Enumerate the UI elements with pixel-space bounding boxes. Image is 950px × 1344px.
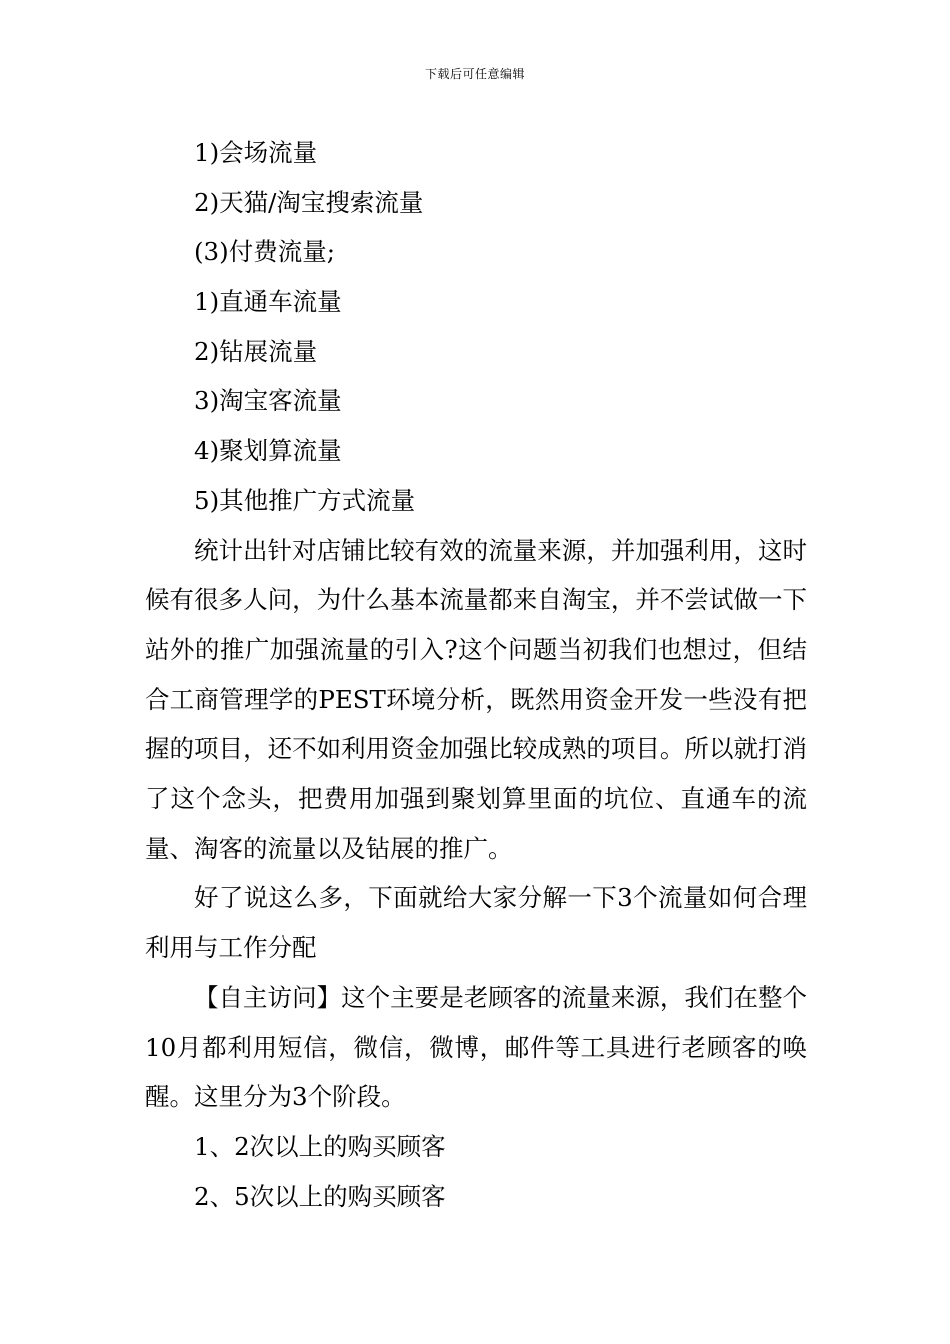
list-item: 2、5次以上的购买顾客 [194,1181,446,1211]
list-item: 1、2次以上的购买顾客 [194,1131,446,1161]
list-item: 1)会场流量 [194,138,318,167]
page-header: 下载后可任意编辑 [424,67,525,81]
list-item: 2)钻展流量 [194,336,318,366]
paragraph-traffic-sources: 统计出针对店铺比较有效的流量来源，并加强利用，这时候有很多人问，为什么基本流量都来自淘宝，并不尝试做一下站外的推广加强流量的引入?这个问题当初我们也想过，但结合工商管理学的PEST环境分析，既然用资金开发一些没有把握的项目，还不如利用资金加强比较成熟的项目。所以就打消了这个念头，把费用加强到聚划算里面的坑位、直通车的流量、淘客的流量以及钻展的推广。 [145,535,807,863]
paragraph-self-visit: 【自主访问】这个主要是老顾客的流量来源，我们在整个10月都利用短信，微信，微博，邮件等工具进行老顾客的唤醒。这里分为3个阶段。 [145,982,807,1112]
paragraph-breakdown-intro: 好了说这么多，下面就给大家分解一下3个流量如何合理利用与工作分配 [145,883,807,963]
list-item: 2)天猫/淘宝搜索流量 [194,187,424,217]
list-item: 1)直通车流量 [194,287,342,317]
document-body [145,128,807,1221]
list-item: (3)付费流量; [194,237,335,267]
list-item: 5)其他推广方式流量 [194,485,416,515]
list-item: 3)淘宝客流量 [194,386,342,416]
list-item: 4)聚划算流量 [194,436,342,466]
